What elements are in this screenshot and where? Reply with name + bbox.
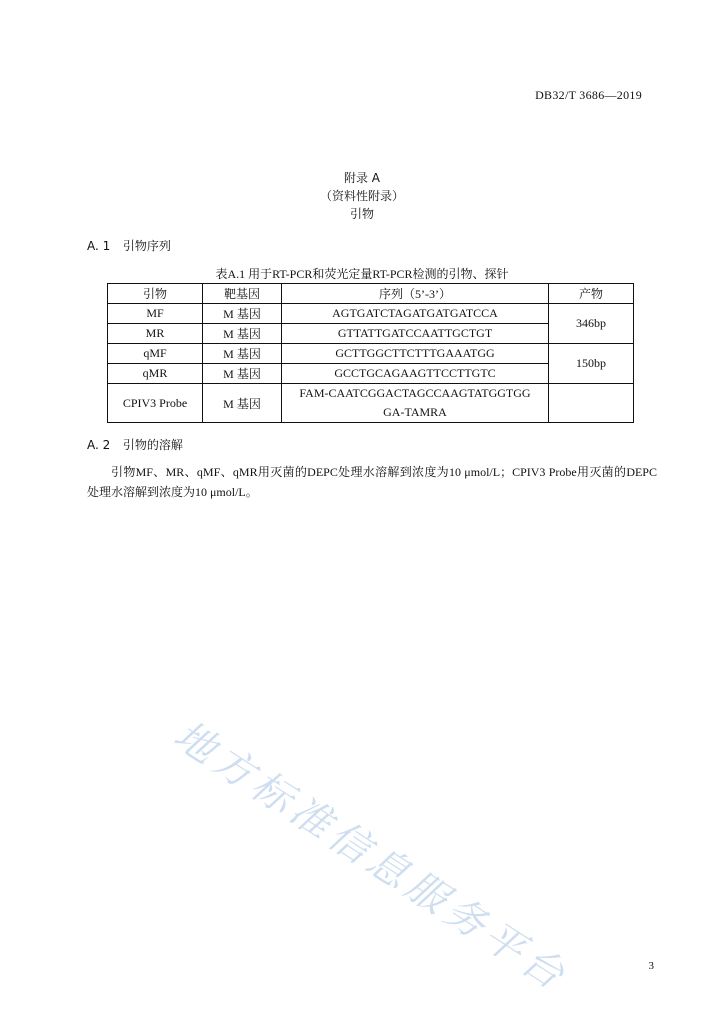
gene-cell: M 基因 <box>203 324 282 344</box>
primer-cell: CPIV3 Probe <box>108 384 203 423</box>
body-paragraph: 引物MF、MR、qMF、qMR用灭菌的DEPC处理水溶解到浓度为10 μmol/L；CPIV3 Probe用灭菌的DEPC处理水溶解到浓度为10 μmol/L。 <box>87 465 657 499</box>
section-heading-a1 <box>87 237 171 254</box>
sequence-line: GA-TAMRA <box>383 405 447 419</box>
primer-table <box>107 283 634 423</box>
product-cell: 150bp <box>549 344 634 384</box>
product-cell: 346bp <box>549 304 634 344</box>
watermark: 地方标准信息服务平台 <box>165 712 577 1002</box>
sequence-cell <box>282 384 549 423</box>
section-number: A. 1 <box>87 239 111 253</box>
section-title: 引物的溶解 <box>122 438 183 452</box>
section-heading-a2 <box>87 436 183 453</box>
sequence-cell: GTTATTGATCCAATTGCTGT <box>282 324 549 344</box>
annex-type: （资料性附录） <box>319 189 404 203</box>
gene-cell: M 基因 <box>203 384 282 423</box>
column-header: 产物 <box>549 284 634 304</box>
column-header: 靶基因 <box>203 284 282 304</box>
column-header: 引物 <box>108 284 203 304</box>
sequence-line: FAM-CAATCGGACTAGCCAAGTATGGTGG <box>299 386 531 400</box>
annex-title: 附录 A <box>343 171 381 185</box>
primer-cell: qMR <box>108 364 203 384</box>
table-row <box>108 304 634 324</box>
primer-cell: MR <box>108 324 203 344</box>
gene-cell: M 基因 <box>203 304 282 324</box>
table-caption: 表A.1 用于RT-PCR和荧光定量RT-PCR检测的引物、探针 <box>215 267 509 281</box>
standard-number: DB32/T 3686—2019 <box>535 88 642 102</box>
primer-cell: qMF <box>108 344 203 364</box>
sequence-cell: AGTGATCTAGATGATGATCCA <box>282 304 549 324</box>
table-row <box>108 384 634 423</box>
table-header-row <box>108 284 634 304</box>
product-cell-empty <box>549 384 634 423</box>
section-title: 引物序列 <box>122 239 171 253</box>
table-row <box>108 344 634 364</box>
sequence-cell: GCCTGCAGAAGTTCCTTGTC <box>282 364 549 384</box>
annex-heading <box>0 170 724 224</box>
section-number: A. 2 <box>87 438 111 452</box>
column-header: 序列（5’-3’） <box>282 284 549 304</box>
gene-cell: M 基因 <box>203 344 282 364</box>
gene-cell: M 基因 <box>203 364 282 384</box>
primer-cell: MF <box>108 304 203 324</box>
page-number: 3 <box>648 960 654 972</box>
sequence-cell: GCTTGGCTTCTTTGAAATGG <box>282 344 549 364</box>
annex-subject: 引物 <box>349 207 374 221</box>
